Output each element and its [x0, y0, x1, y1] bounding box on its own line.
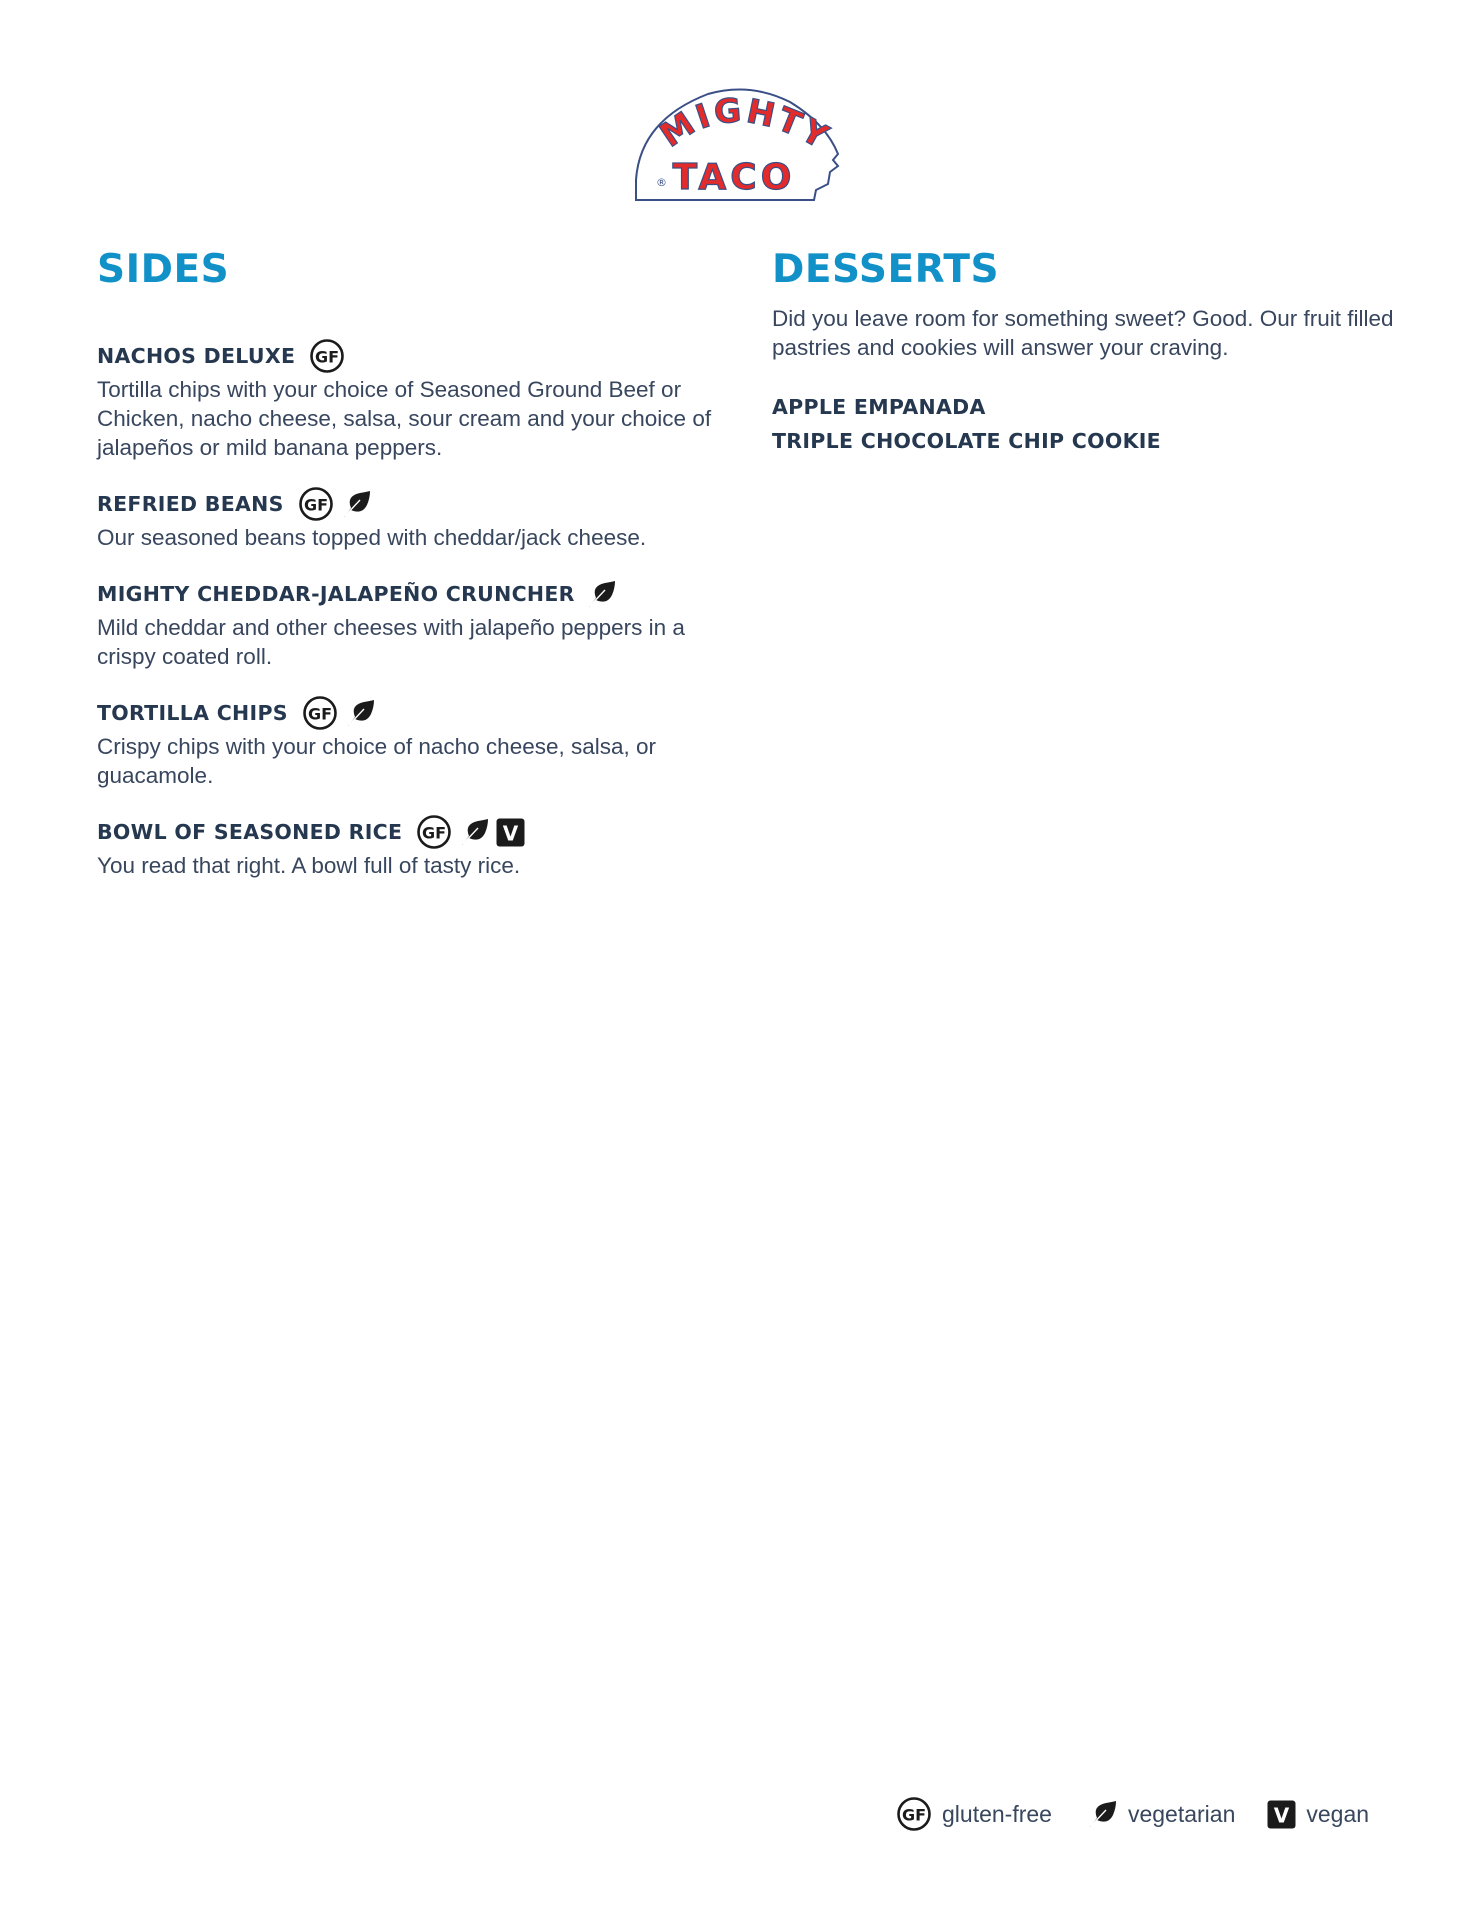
- sides-column: [97, 244, 717, 904]
- menu-item-nachos-deluxe: [97, 338, 717, 462]
- gf-icon: [416, 814, 452, 850]
- item-description: You read that right. A bowl full of tasty rice.: [97, 853, 521, 878]
- item-name: BOWL OF SEASONED RICE: [97, 820, 403, 844]
- item-description: Crispy chips with your choice of nacho cheese, salsa, or guacamole.: [97, 734, 657, 788]
- legend-label: vegetarian: [1127, 1800, 1236, 1827]
- item-description: Tortilla chips with your choice of Seasoned Ground Beef or Chicken, nacho cheese, salsa, sour cream and your choice of jalapeños or mild banana peppers.: [97, 377, 712, 460]
- menu-item-bowl-of-seasoned-rice: [97, 814, 717, 880]
- gf-icon: [309, 338, 345, 374]
- item-name: REFRIED BEANS: [97, 492, 284, 516]
- registered-mark: ®: [656, 176, 667, 189]
- menu-item-tortilla-chips: [97, 695, 717, 790]
- mighty-taco-logo: [630, 84, 852, 208]
- desserts-list: [772, 390, 1412, 458]
- svg-text:V: V: [503, 821, 519, 845]
- item-name: NACHOS DELUXE: [97, 344, 296, 368]
- svg-text:GF: GF: [901, 1805, 927, 1825]
- vegan-icon: [1267, 1800, 1296, 1829]
- legend-gluten-free: [896, 1796, 1052, 1832]
- leaf-icon: [458, 816, 490, 848]
- svg-text:GF: GF: [303, 495, 328, 515]
- svg-text:GF: GF: [422, 823, 447, 843]
- item-name: TRIPLE CHOCOLATE CHIP COOKIE: [772, 429, 1161, 453]
- svg-text:V: V: [1274, 1803, 1290, 1827]
- gf-icon: [896, 1796, 932, 1832]
- leaf-icon: [344, 697, 376, 729]
- dietary-legend: [896, 1796, 1369, 1832]
- svg-text:GF: GF: [307, 704, 332, 724]
- menu-item-apple-empanada: [772, 390, 1412, 424]
- vegan-icon: [496, 818, 525, 847]
- item-description: Our seasoned beans topped with cheddar/jack cheese.: [97, 525, 647, 550]
- logo-line1: MIGHTY: [652, 90, 838, 158]
- item-name: MIGHTY CHEDDAR-JALAPEÑO CRUNCHER: [97, 582, 575, 606]
- sides-list: [97, 338, 717, 880]
- legend-label: gluten-free: [942, 1800, 1052, 1827]
- menu-item-triple-chocolate-chip-cookie: [772, 424, 1412, 458]
- item-description: Mild cheddar and other cheeses with jalapeño peppers in a crispy coated roll.: [97, 615, 685, 669]
- desserts-intro: Did you leave room for something sweet? Good. Our fruit filled pastries and cookies will answer your craving.: [772, 306, 1394, 360]
- sides-title: SIDES: [97, 247, 230, 292]
- menu-item-refried-beans: [97, 486, 717, 552]
- item-name: TORTILLA CHIPS: [97, 701, 288, 725]
- logo-line2: TACO: [672, 157, 796, 198]
- menu-item-cheddar-jalapeno-cruncher: [97, 576, 717, 671]
- gf-icon: [298, 486, 334, 522]
- leaf-icon: [585, 578, 617, 610]
- item-name: APPLE EMPANADA: [772, 395, 986, 419]
- desserts-column: [772, 244, 1412, 458]
- legend-label: vegan: [1306, 1800, 1370, 1827]
- legend-vegetarian: [1086, 1798, 1235, 1830]
- legend-vegan: [1267, 1800, 1369, 1829]
- leaf-icon: [1086, 1798, 1118, 1830]
- svg-text:GF: GF: [315, 347, 340, 367]
- gf-icon: [302, 695, 338, 731]
- desserts-title: DESSERTS: [772, 247, 1000, 292]
- leaf-icon: [340, 488, 372, 520]
